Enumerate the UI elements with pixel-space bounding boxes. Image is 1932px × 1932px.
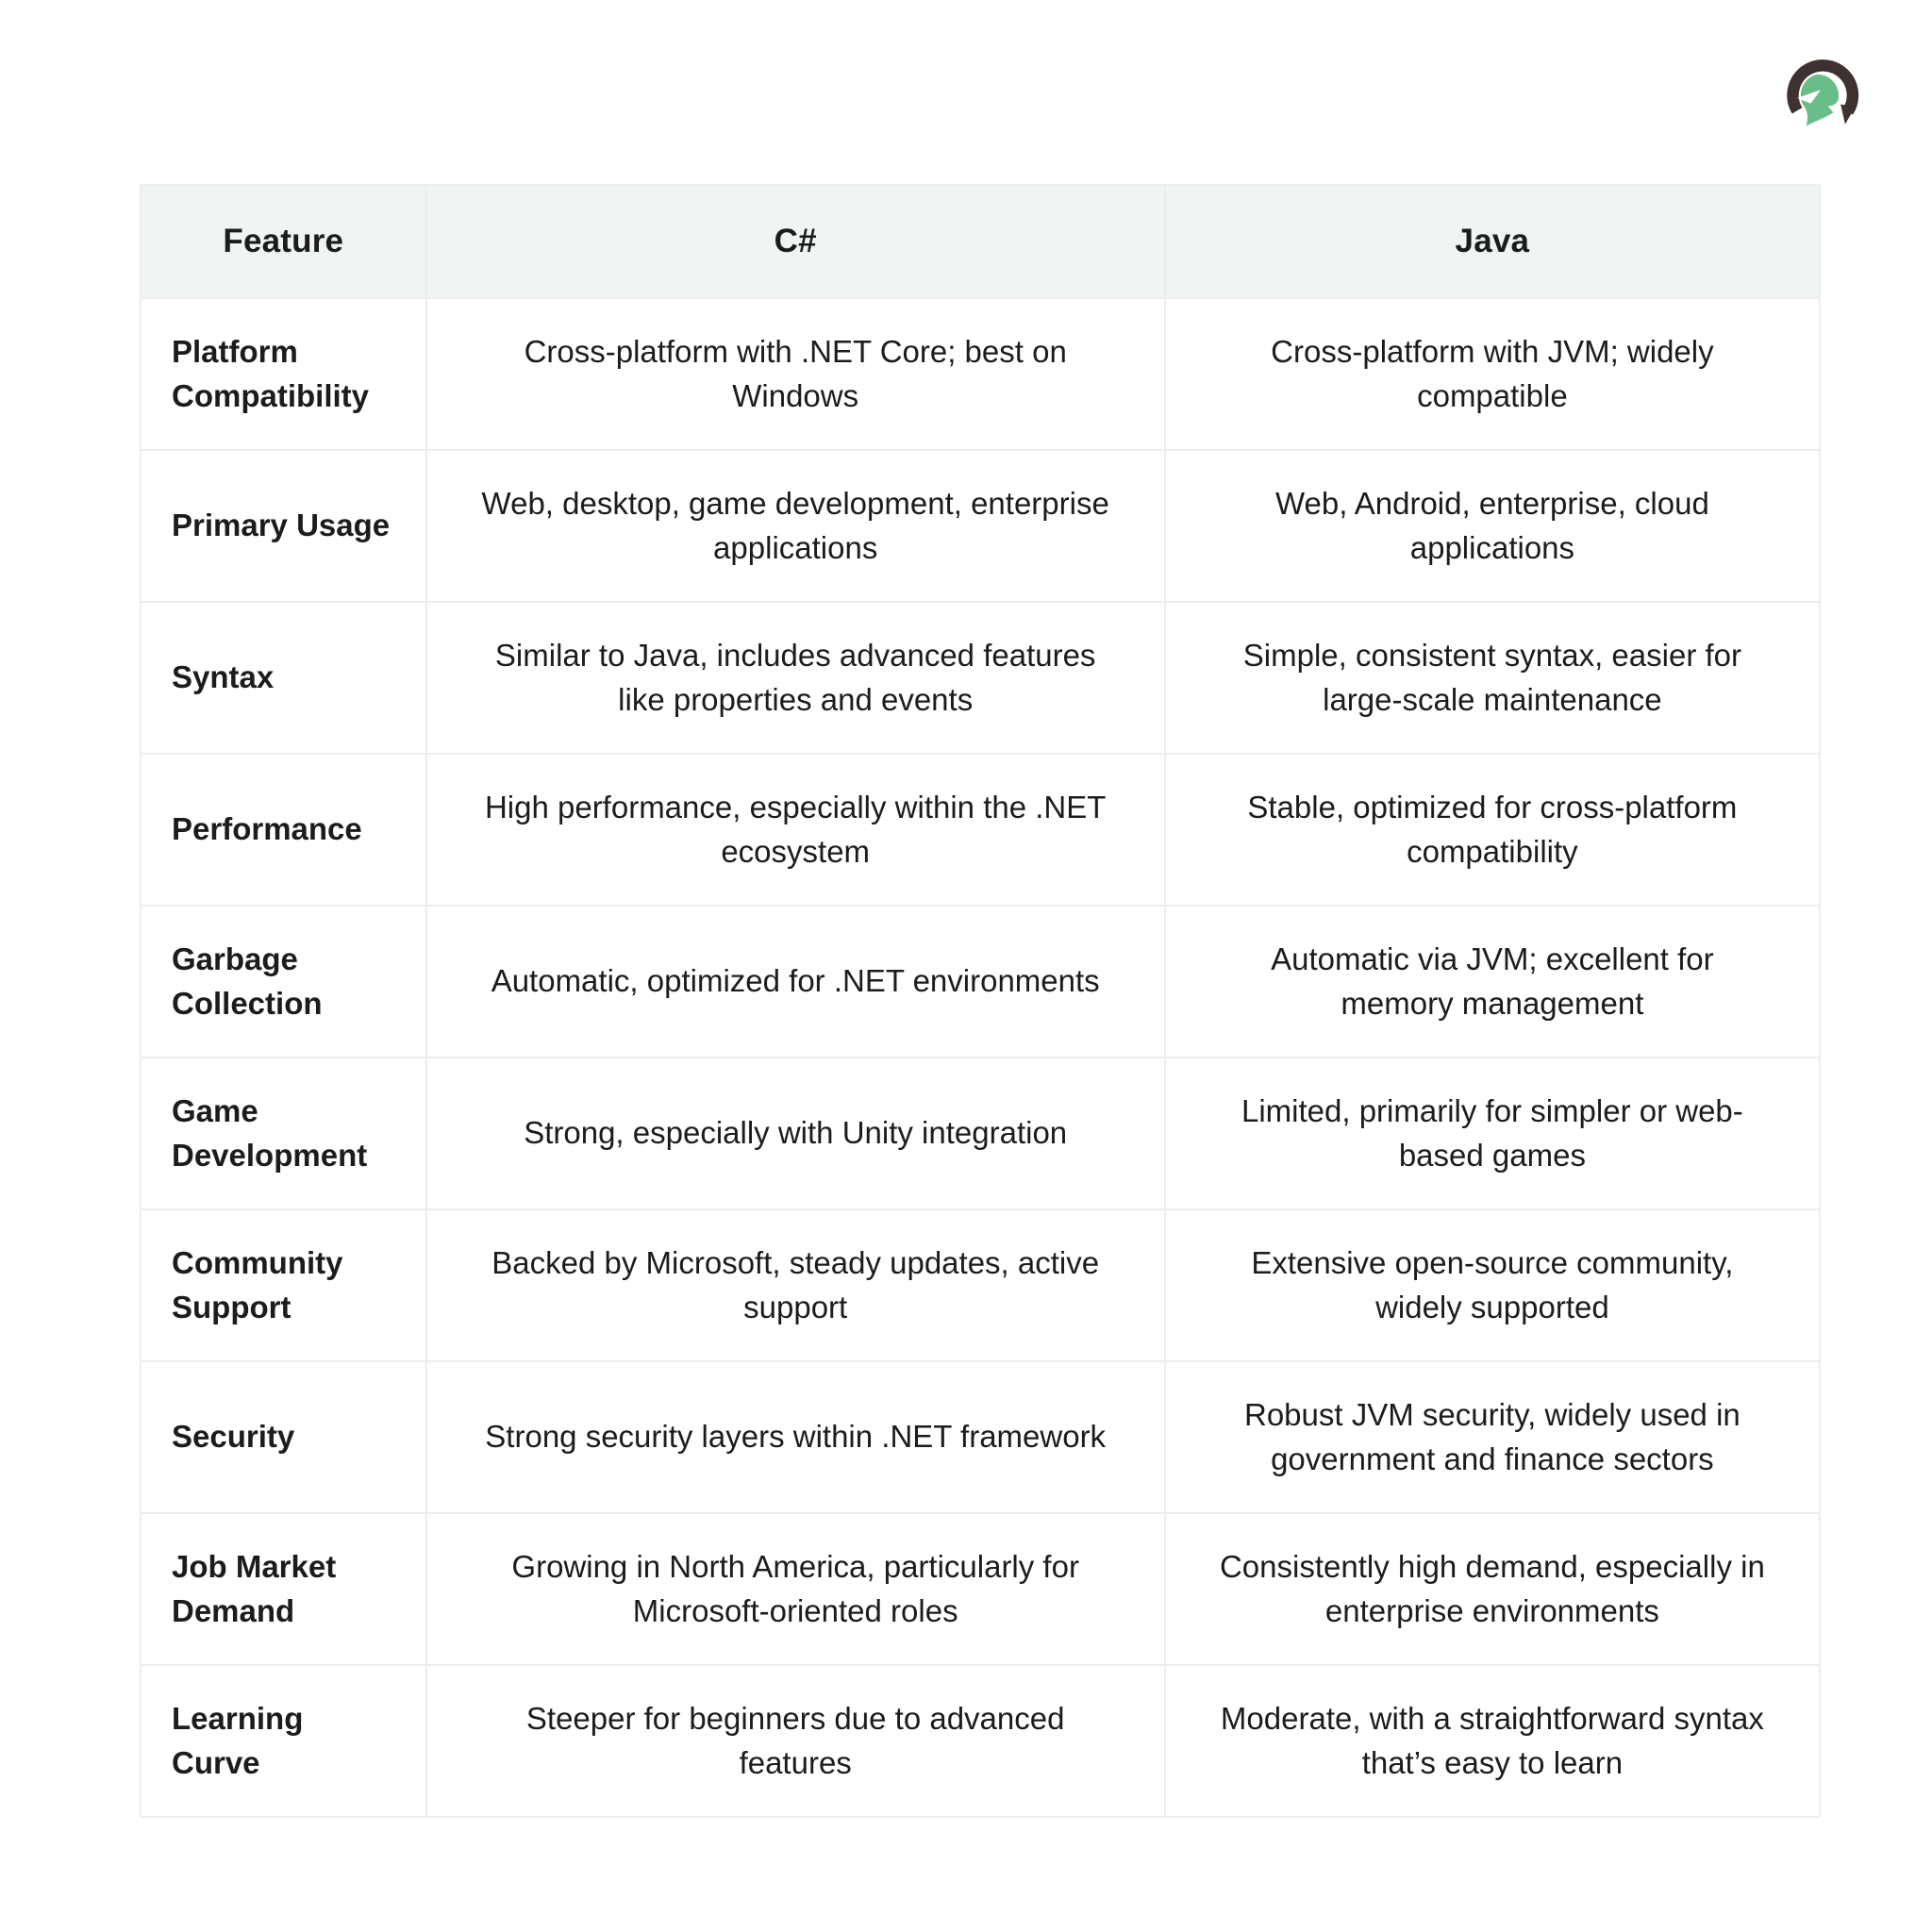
java-cell: Extensive open-source community, widely supported [1165,1209,1820,1361]
feature-cell: Game Development [141,1058,426,1209]
java-cell: Robust JVM security, widely used in government and finance sectors [1165,1361,1820,1513]
java-cell: Stable, optimized for cross-platform compatibility [1165,754,1820,906]
table-row [141,1513,1820,1665]
csharp-cell: Backed by Microsoft, steady updates, active support [426,1209,1165,1361]
feature-cell: Garbage Collection [141,906,426,1058]
csharp-cell: Automatic, optimized for .NET environments [426,906,1165,1058]
csharp-cell: Strong, especially with Unity integration [426,1058,1165,1209]
csharp-cell: High performance, especially within the .NET ecosystem [426,754,1165,906]
java-cell: Consistently high demand, especially in enterprise environments [1165,1513,1820,1665]
spartan-helmet-logo [1775,49,1866,140]
table-row [141,906,1820,1058]
feature-cell: Learning Curve [141,1665,426,1817]
feature-cell: Syntax [141,602,426,754]
column-header-feature: Feature [141,185,426,298]
feature-cell: Primary Usage [141,450,426,602]
csharp-cell: Similar to Java, includes advanced features like properties and events [426,602,1165,754]
java-cell: Moderate, with a straightforward syntax that’s easy to learn [1165,1665,1820,1817]
table-row [141,1209,1820,1361]
java-cell: Automatic via JVM; excellent for memory management [1165,906,1820,1058]
feature-cell: Community Support [141,1209,426,1361]
csharp-cell: Cross-platform with .NET Core; best on Windows [426,298,1165,450]
csharp-cell: Growing in North America, particularly for Microsoft-oriented roles [426,1513,1165,1665]
feature-cell: Security [141,1361,426,1513]
header-row [141,185,1820,298]
table-row [141,602,1820,754]
csharp-cell: Strong security layers within .NET framework [426,1361,1165,1513]
table-row [141,754,1820,906]
table-row [141,298,1820,450]
feature-cell: Platform Compatibility [141,298,426,450]
column-header-java: Java [1165,185,1820,298]
csharp-cell: Web, desktop, game development, enterprise applications [426,450,1165,602]
table-row [141,1361,1820,1513]
java-cell: Web, Android, enterprise, cloud applications [1165,450,1820,602]
csharp-cell: Steeper for beginners due to advanced features [426,1665,1165,1817]
table-row [141,450,1820,602]
java-cell: Simple, consistent syntax, easier for large-scale maintenance [1165,602,1820,754]
table-row [141,1665,1820,1817]
feature-cell: Performance [141,754,426,906]
table-row [141,1058,1820,1209]
java-cell: Limited, primarily for simpler or web-based games [1165,1058,1820,1209]
feature-cell: Job Market Demand [141,1513,426,1665]
java-cell: Cross-platform with JVM; widely compatible [1165,298,1820,450]
column-header-csharp: C# [426,185,1165,298]
comparison-table [140,184,1821,1818]
